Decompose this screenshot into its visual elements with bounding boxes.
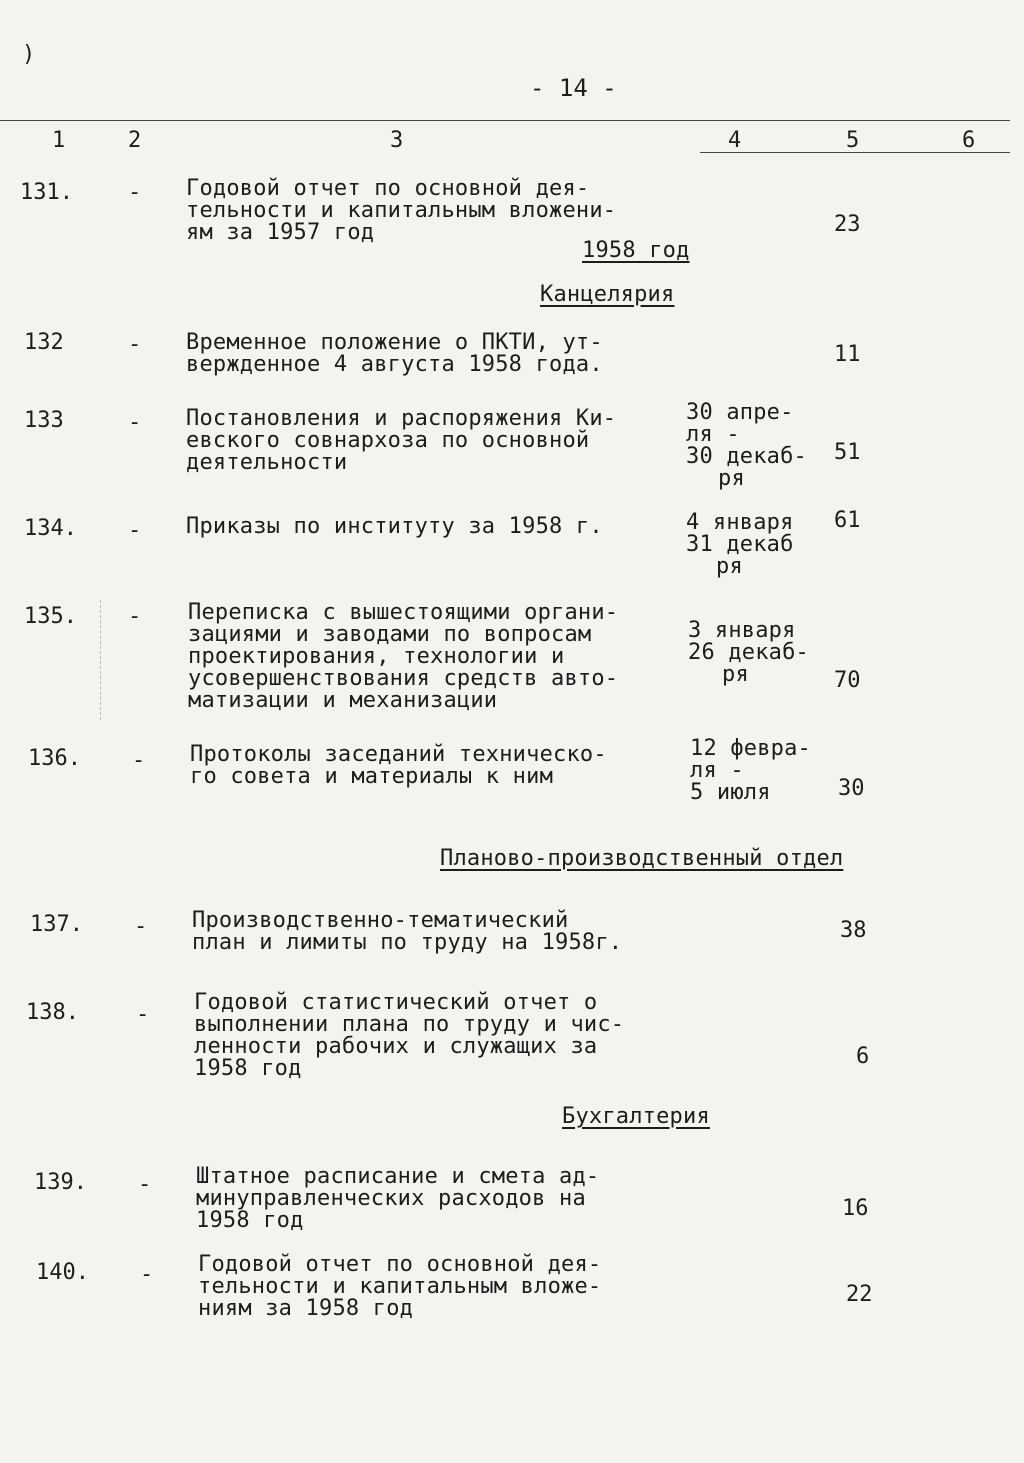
row-title-line: план и лимиты по труду на 1958г. <box>192 930 623 955</box>
row-title-line: Штатное расписание и смета ад- <box>196 1164 600 1189</box>
row-title-line: проектирования, технологии и <box>188 644 565 669</box>
row-title-line: матизации и механизации <box>188 688 498 713</box>
col-header-4: 4 <box>728 128 742 153</box>
row-count: 23 <box>834 212 861 237</box>
row-title-line: минуправленческих расходов на <box>196 1186 586 1211</box>
row-title-line: Приказы по институту за 1958 г. <box>186 514 603 539</box>
row-date-line: ря <box>718 466 745 491</box>
row-title-line: Протоколы заседаний техническо- <box>190 742 607 767</box>
row-date-line: ля - <box>690 758 744 783</box>
row-count: 6 <box>856 1044 870 1069</box>
row-number: 139. <box>34 1170 87 1195</box>
row-title-line: деятельности <box>186 450 348 475</box>
row-col2: - <box>140 1262 154 1287</box>
row-number: 134. <box>24 516 77 541</box>
row-title-line: Производственно-тематический <box>192 908 569 933</box>
row-number: 133 <box>24 408 64 433</box>
section-office: Канцелярия <box>540 282 675 307</box>
row-number: 137. <box>30 912 83 937</box>
corner-mark: ) <box>22 42 36 67</box>
row-date-line: ря <box>716 554 743 579</box>
row-title-line: 1958 год <box>194 1056 302 1081</box>
row-date-line: 26 декаб- <box>688 640 810 665</box>
row-title-line: тельности и капитальным вложе- <box>198 1274 602 1299</box>
row-count: 38 <box>840 918 867 943</box>
row-title-line: Годовой отчет по основной дея- <box>186 176 590 201</box>
row-title-line: Переписка с вышестоящими органи- <box>188 600 619 625</box>
section-planning: Планово-производственный отдел <box>440 846 844 871</box>
col-header-2: 2 <box>128 128 142 153</box>
row-count: 51 <box>834 440 861 465</box>
row-title-line: ленности рабочих и служащих за <box>194 1034 598 1059</box>
row-col2: - <box>128 604 142 629</box>
row-title-line: усовершенствования средств авто- <box>188 666 619 691</box>
row-date-line: 4 января <box>686 510 794 535</box>
row-number: 136. <box>28 746 81 771</box>
row-number: 140. <box>36 1260 89 1285</box>
row-number: 138. <box>26 1000 79 1025</box>
row-col2: - <box>128 518 142 543</box>
row-date-line: 31 декаб <box>686 532 794 557</box>
row-title-line: ям за 1957 год <box>186 220 375 245</box>
row-title-line: 1958 год <box>196 1208 304 1233</box>
row-date-line: 12 февра- <box>690 736 812 761</box>
row-date-line: ля - <box>686 422 740 447</box>
row-count: 22 <box>846 1282 873 1307</box>
col-header-3: 3 <box>390 128 404 153</box>
row-count: 11 <box>834 342 861 367</box>
row-date-line: 5 июля <box>690 780 771 805</box>
row-title-line: Годовой статистический отчет о <box>194 990 598 1015</box>
row-title-line: Временное положение о ПКТИ, ут- <box>186 330 603 355</box>
row-date-line: 30 декаб- <box>686 444 808 469</box>
row-date-line: 3 января <box>688 618 796 643</box>
section-accounting: Бухгалтерия <box>562 1104 710 1129</box>
row-title-line: зациями и заводами по вопросам <box>188 622 592 647</box>
header-rule-top <box>0 120 1010 121</box>
col-header-1: 1 <box>52 128 66 153</box>
row-col2: - <box>128 180 142 205</box>
row-count: 16 <box>842 1196 869 1221</box>
row-count: 70 <box>834 668 861 693</box>
row-title-line: евского совнархоза по основной <box>186 428 590 453</box>
margin-guide <box>100 600 101 720</box>
row-date-line: 30 апре- <box>686 400 794 425</box>
row-col2: - <box>136 1002 150 1027</box>
row-title-line: вержденное 4 августа 1958 года. <box>186 352 603 377</box>
row-col2: - <box>128 410 142 435</box>
col-header-6: 6 <box>962 128 976 153</box>
row-count: 30 <box>838 776 865 801</box>
row-title-line: Годовой отчет по основной дея- <box>198 1252 602 1277</box>
row-count: 61 <box>834 508 861 533</box>
row-col2: - <box>128 332 142 357</box>
row-date-line: ря <box>722 662 749 687</box>
row-col2: - <box>138 1172 152 1197</box>
row-title-line: ниям за 1958 год <box>198 1296 414 1321</box>
page-number: - 14 - <box>530 74 617 102</box>
row-col2: - <box>132 748 146 773</box>
section-year: 1958 год <box>582 238 690 263</box>
row-number: 132 <box>24 330 64 355</box>
row-number: 131. <box>20 180 73 205</box>
row-title-line: Постановления и распоряжения Ки- <box>186 406 617 431</box>
row-title-line: выполнении плана по труду и чис- <box>194 1012 625 1037</box>
col-header-5: 5 <box>846 128 860 153</box>
row-title-line: тельности и капитальным вложени- <box>186 198 617 223</box>
row-number: 135. <box>24 604 77 629</box>
row-col2: - <box>134 914 148 939</box>
row-title-line: го совета и материалы к ним <box>190 764 554 789</box>
